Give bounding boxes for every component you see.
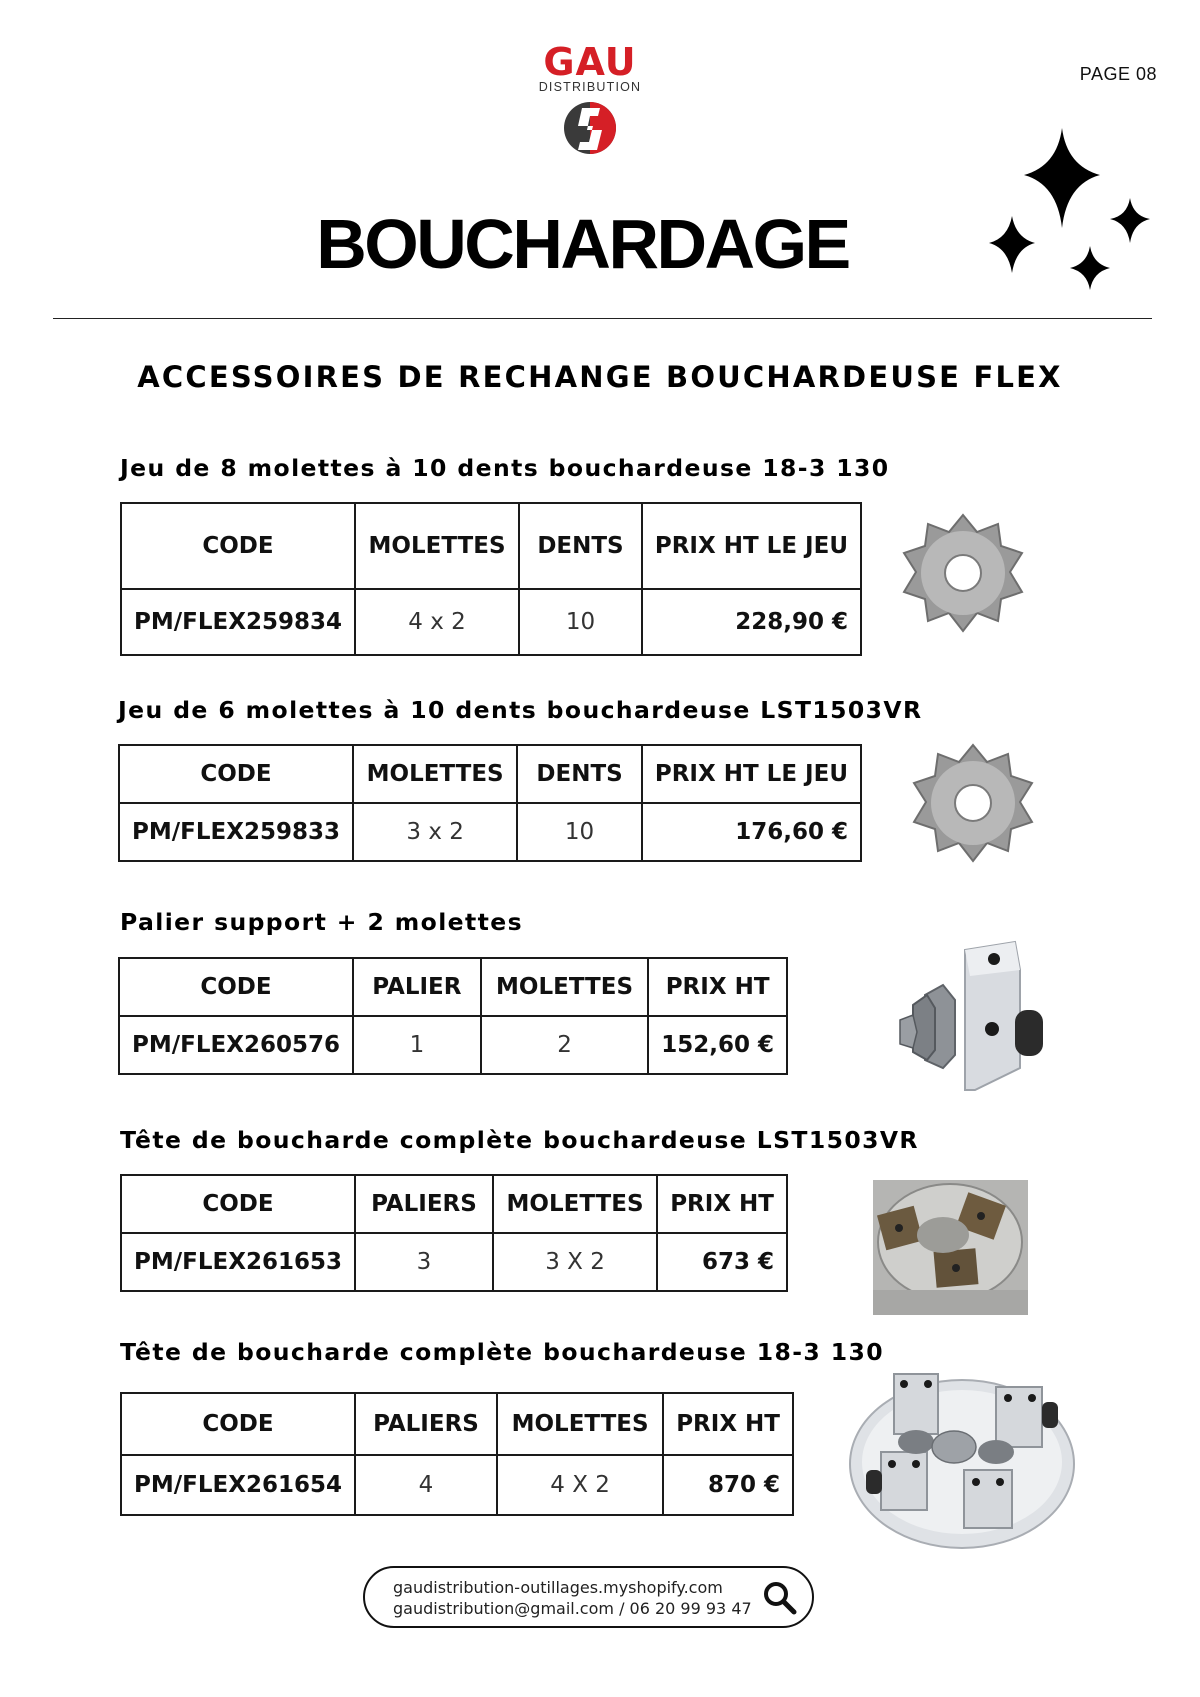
header-price: PRIX HT (657, 1175, 787, 1233)
header-paliers: PALIERS (355, 1175, 493, 1233)
section-title: Jeu de 6 molettes à 10 dents bouchardeuse LST1503VR (118, 696, 923, 724)
product-table (118, 744, 862, 862)
cell-code: PM/FLEX259834 (121, 589, 355, 655)
product-table (120, 1174, 788, 1292)
header-price: PRIX HT LE JEU (642, 745, 861, 803)
footer-contact: gaudistribution@gmail.com / 06 20 99 93 47 (393, 1599, 752, 1618)
header-code: CODE (121, 503, 355, 589)
header-molettes: MOLETTES (353, 745, 517, 803)
cell-price: 228,90 € (642, 589, 861, 655)
cell-price: 673 € (657, 1233, 787, 1291)
footer-contact-box (363, 1566, 814, 1628)
header-price: PRIX HT LE JEU (642, 503, 861, 589)
cell-molettes: 4 x 2 (355, 589, 519, 655)
cell-code: PM/FLEX260576 (119, 1016, 353, 1074)
product-table (120, 1392, 794, 1516)
cell-price: 176,60 € (642, 803, 861, 861)
brand-logo (520, 40, 660, 158)
cell-paliers: 4 (355, 1455, 497, 1515)
header-price: PRIX HT (648, 958, 787, 1016)
header-molettes: MOLETTES (493, 1175, 657, 1233)
section-title: Tête de boucharde complète bouchardeuse LST1503VR (120, 1126, 919, 1154)
header-molettes: MOLETTES (481, 958, 648, 1016)
brand-tagline: DISTRIBUTION (538, 80, 642, 94)
cell-palier: 1 (353, 1016, 481, 1074)
header-dents: DENTS (519, 503, 642, 589)
cell-molettes: 2 (481, 1016, 648, 1074)
cell-code: PM/FLEX259833 (119, 803, 353, 861)
header-price: PRIX HT (663, 1393, 793, 1455)
cell-dents: 10 (519, 589, 642, 655)
cell-molettes: 3 X 2 (493, 1233, 657, 1291)
footer-website[interactable]: gaudistribution-outillages.myshopify.com (393, 1578, 723, 1597)
header-code: CODE (121, 1175, 355, 1233)
search-icon[interactable] (762, 1580, 798, 1616)
head-photo-image (873, 1180, 1028, 1315)
header-code: CODE (121, 1393, 355, 1455)
star-wheel-image (908, 740, 1038, 870)
header-molettes: MOLETTES (497, 1393, 663, 1455)
brand-name: GAU (543, 40, 637, 84)
title-divider (53, 318, 1152, 319)
cell-dents: 10 (517, 803, 642, 861)
cell-price: 152,60 € (648, 1016, 787, 1074)
cell-price: 870 € (663, 1455, 793, 1515)
header-code: CODE (119, 745, 353, 803)
header-paliers: PALIERS (355, 1393, 497, 1455)
section-title: Palier support + 2 molettes (120, 908, 524, 936)
cell-paliers: 3 (355, 1233, 493, 1291)
section-title: Tête de boucharde complète bouchardeuse 18-3 130 (120, 1338, 884, 1366)
cell-code: PM/FLEX261653 (121, 1233, 355, 1291)
page-title: BOUCHARDAGE (316, 205, 849, 283)
header-molettes: MOLETTES (355, 503, 519, 589)
header-dents: DENTS (517, 745, 642, 803)
section-title: Jeu de 8 molettes à 10 dents bouchardeuse 18-3 130 (120, 454, 890, 482)
page-subtitle: ACCESSOIRES DE RECHANGE BOUCHARDEUSE FLEX (137, 360, 1063, 394)
product-table (120, 502, 862, 656)
header-palier: PALIER (353, 958, 481, 1016)
logo-mark-icon (560, 98, 620, 158)
cell-molettes: 4 X 2 (497, 1455, 663, 1515)
head-disc-image (846, 1352, 1078, 1552)
cell-code: PM/FLEX261654 (121, 1455, 355, 1515)
header-code: CODE (119, 958, 353, 1016)
page-number: PAGE 08 (1079, 64, 1157, 84)
star-wheel-image (898, 510, 1028, 640)
bearing-support-image (895, 940, 1055, 1095)
product-table (118, 957, 788, 1075)
cell-molettes: 3 x 2 (353, 803, 517, 861)
